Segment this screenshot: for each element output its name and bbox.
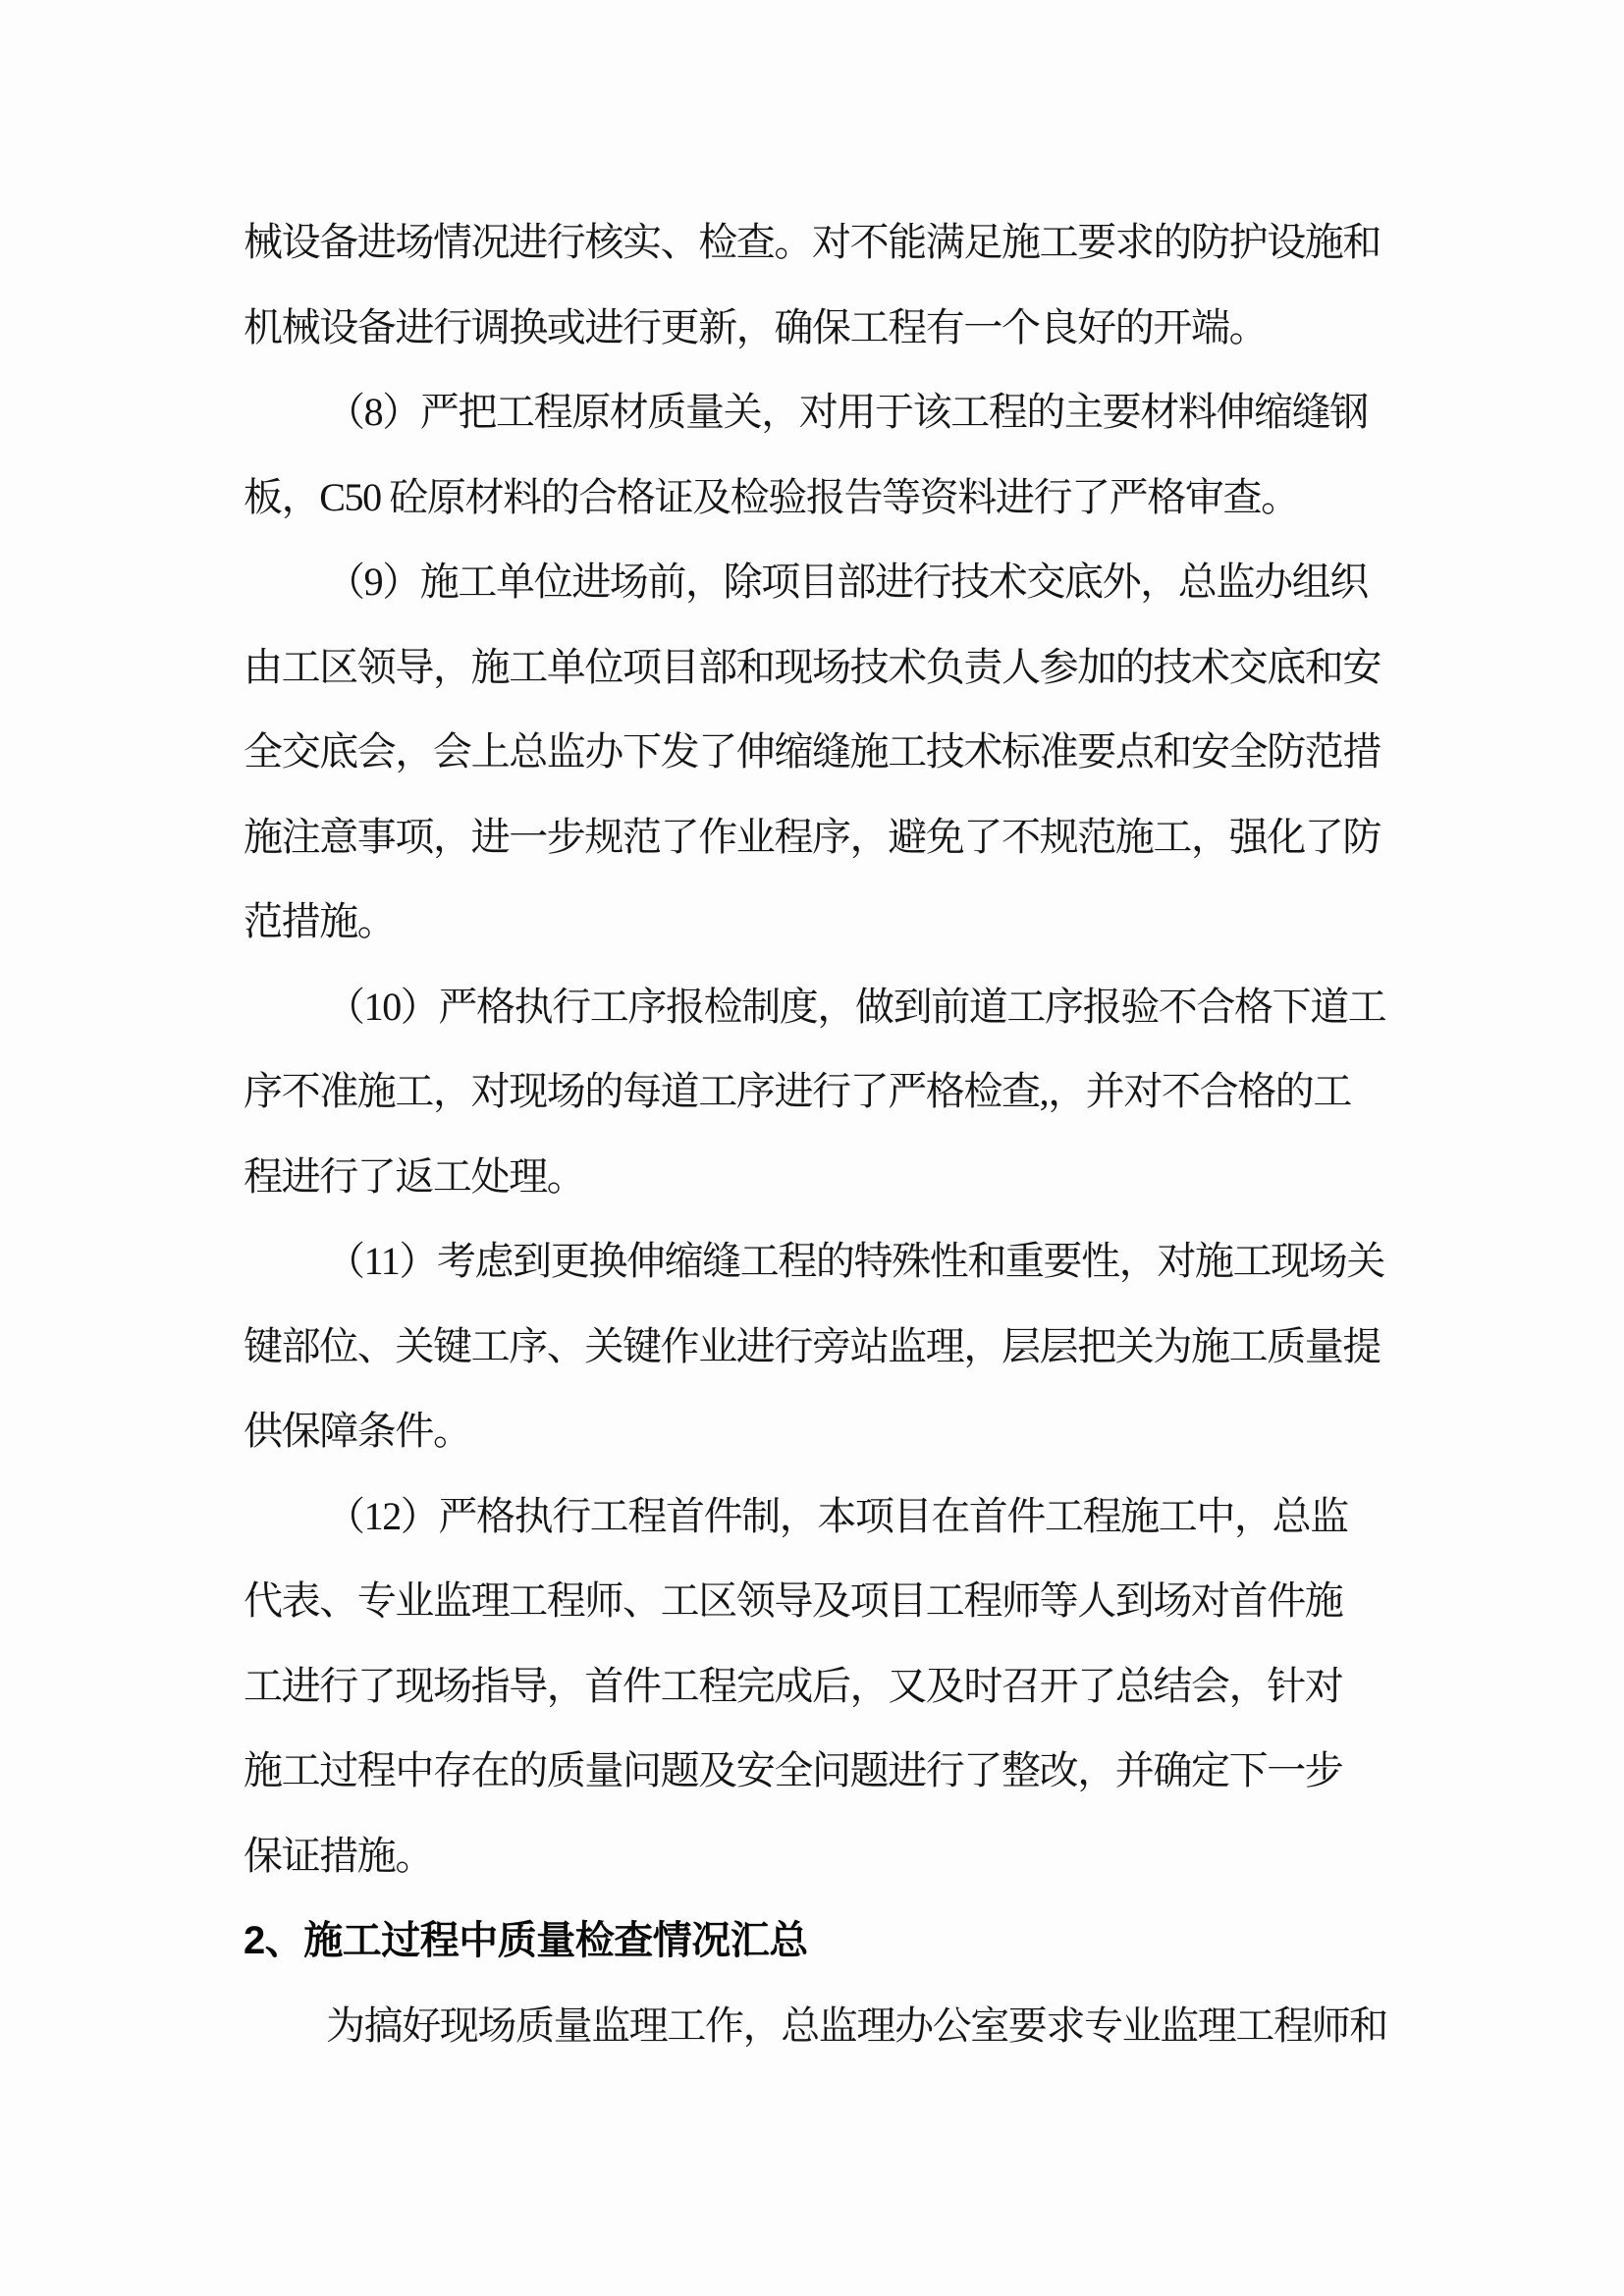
text-line: 施工过程中存在的质量问题及安全问题进行了整改，并确定下一步	[244, 1748, 1343, 1792]
paragraph-item-11	[244, 1219, 1392, 1474]
text-line: （9）施工单位进场前，除项目部进行技术交底外，总监办组织	[326, 560, 1368, 604]
text-line: （10）严格执行工序报检制度，做到前道工序报验不合格下道工	[326, 984, 1386, 1029]
paragraph-continuation	[244, 200, 1392, 370]
text-line: （12）严格执行工程首件制，本项目在首件工程施工中，总监	[326, 1493, 1348, 1538]
text-line: 工进行了现场指导，首件工程完成后，又及时召开了总结会，针对	[244, 1663, 1343, 1708]
text-line: 机械设备进行调换或进行更新，确保工程有一个良好的开端。	[244, 304, 1268, 349]
text-line: 保证措施。	[244, 1833, 433, 1878]
text-line: 程进行了返工处理。	[244, 1153, 585, 1199]
section-heading: 2、施工过程中质量检查情况汇总	[244, 1919, 808, 1962]
text-line: 施注意事项，进一步规范了作业程序，避免了不规范施工，强化了防	[244, 814, 1380, 859]
text-line: 范措施。	[244, 899, 396, 943]
text-line: 序不准施工，对现场的每道工序进行了严格检查,，并对不合格的工	[244, 1069, 1351, 1113]
text-line: 板，C50 砼原材料的合格证及检验报告等资料进行了严格审查。	[244, 474, 1299, 519]
text-line: （11）考虑到更换伸缩缝工程的特殊性和重要性，对施工现场关	[326, 1239, 1384, 1283]
text-line: （8）严把工程原材质量关，对用于该工程的主要材料伸缩缝钢	[326, 390, 1368, 434]
paragraph-item-10	[244, 965, 1392, 1220]
text-line: 全交底会，会上总监办下发了伸缩缝施工技术标准要点和安全防范措	[244, 729, 1380, 774]
paragraph-heading-2	[244, 1898, 1392, 1984]
paragraph-body-final	[244, 1984, 1392, 2069]
paragraph-item-12	[244, 1474, 1392, 1899]
text-line: 供保障条件。	[244, 1409, 471, 1453]
text-line: 械设备进场情况进行核实、检查。对不能满足施工要求的防护设施和	[244, 220, 1380, 264]
text-line: 为搞好现场质量监理工作，总监理办公室要求专业监理工程师和	[326, 2002, 1387, 2048]
paragraph-item-8	[244, 370, 1392, 540]
text-line: 由工区领导，施工单位项目部和现场技术负责人参加的技术交底和安	[244, 644, 1380, 689]
text-block	[244, 200, 1392, 2068]
text-line: 键部位、关键工序、关键作业进行旁站监理，层层把关为施工质量提	[244, 1323, 1380, 1368]
paragraph-item-9	[244, 540, 1392, 965]
text-line: 代表、专业监理工程师、工区领导及项目工程师等人到场对首件施	[244, 1578, 1343, 1623]
